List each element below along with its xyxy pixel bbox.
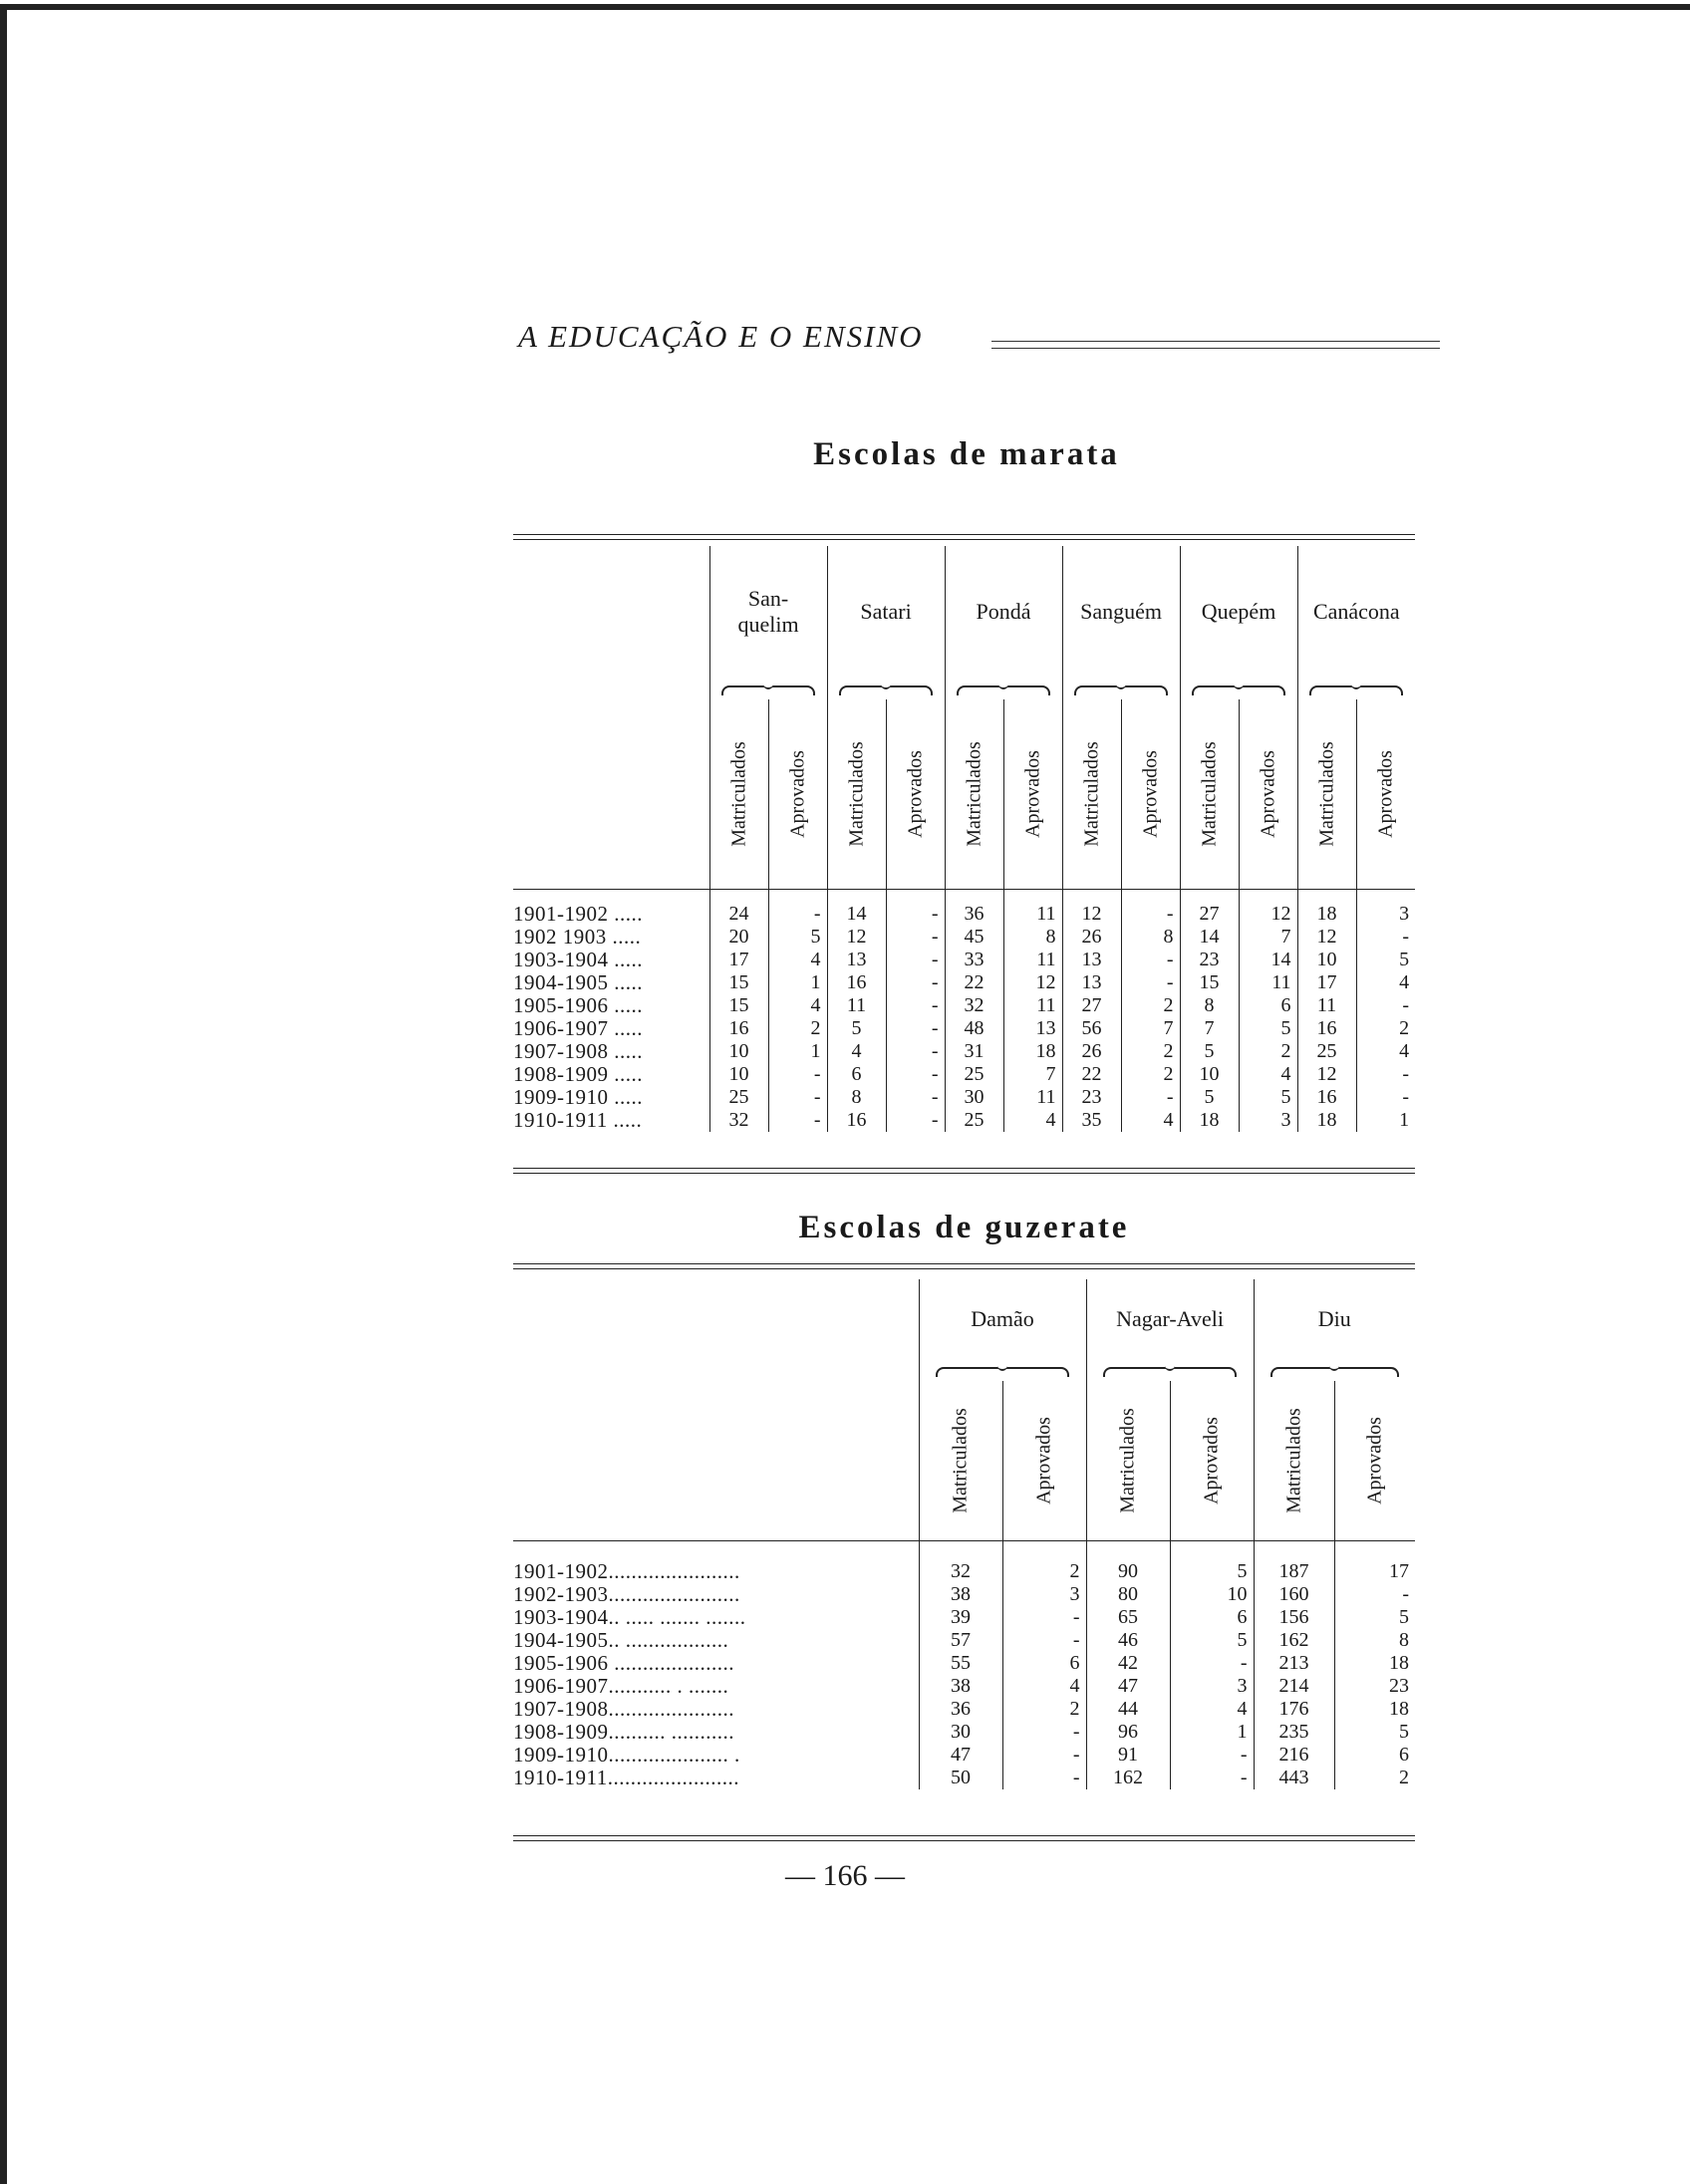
- matriculados-cell: 5: [1180, 1040, 1239, 1063]
- aprovados-cell: -: [1121, 949, 1180, 971]
- group-header: Nagar-Aveli: [1086, 1279, 1254, 1359]
- aprovados-cell: 2: [1334, 1767, 1415, 1789]
- table-row: [513, 1767, 1415, 1789]
- page-top-edge: [0, 4, 1690, 10]
- aprovados-header: [1239, 699, 1297, 889]
- table-row: [513, 1606, 1415, 1629]
- matriculados-cell: 8: [827, 1086, 886, 1109]
- aprovados-cell: 4: [1170, 1698, 1254, 1721]
- matriculados-cell: 16: [1297, 1086, 1356, 1109]
- matriculados-cell: 32: [945, 994, 1003, 1017]
- matriculados-cell: 39: [919, 1606, 1002, 1629]
- marata-title: Escolas de marata: [813, 436, 1120, 472]
- page-left-edge: [0, 4, 7, 2184]
- matriculados-cell: 13: [1062, 949, 1121, 971]
- matriculados-cell: 10: [1180, 1063, 1239, 1086]
- guzerate-spacer: [513, 1540, 1415, 1560]
- matriculados-header: [1297, 699, 1356, 889]
- aprovados-cell: -: [886, 1017, 945, 1040]
- matriculados-cell: 187: [1254, 1560, 1334, 1583]
- aprovados-cell: 2: [1121, 1063, 1180, 1086]
- matriculados-cell: 20: [709, 926, 768, 949]
- aprovados-cell: 5: [768, 926, 827, 949]
- aprovados-cell: -: [1170, 1652, 1254, 1675]
- matriculados-cell: 57: [919, 1629, 1002, 1652]
- matriculados-cell: 160: [1254, 1583, 1334, 1606]
- aprovados-cell: -: [1002, 1767, 1086, 1789]
- matriculados-cell: 17: [709, 949, 768, 971]
- year-label: 1904-1905.. ..................: [513, 1629, 729, 1652]
- aprovados-header: [1121, 699, 1180, 889]
- aprovados-cell: -: [1170, 1767, 1254, 1789]
- matriculados-cell: 18: [1297, 903, 1356, 926]
- aprovados-header: [1356, 699, 1415, 889]
- matriculados-cell: 213: [1254, 1652, 1334, 1675]
- guzerate-table: [513, 1279, 1415, 1789]
- subheader-label: Aprovados: [786, 749, 808, 838]
- year-label: 1910-1911 .....: [513, 1109, 643, 1132]
- year-label: 1904-1905 .....: [513, 971, 643, 994]
- aprovados-cell: 12: [1003, 971, 1062, 994]
- group-header: Canácona: [1297, 546, 1415, 678]
- matriculados-cell: 91: [1086, 1744, 1170, 1767]
- matriculados-cell: 31: [945, 1040, 1003, 1063]
- aprovados-cell: 2: [1002, 1698, 1086, 1721]
- matriculados-cell: 10: [1297, 949, 1356, 971]
- aprovados-cell: 1: [768, 1040, 827, 1063]
- matriculados-cell: 162: [1086, 1767, 1170, 1789]
- aprovados-cell: 4: [1356, 971, 1415, 994]
- aprovados-cell: 7: [1121, 1017, 1180, 1040]
- subheader-label: Aprovados: [1374, 749, 1397, 838]
- table-row: [513, 1721, 1415, 1744]
- table-row: [513, 1017, 1415, 1040]
- aprovados-cell: 4: [1239, 1063, 1297, 1086]
- aprovados-cell: -: [1121, 903, 1180, 926]
- matriculados-cell: 56: [1062, 1017, 1121, 1040]
- table-row: [513, 1629, 1415, 1652]
- year-label: 1910-1911.......................: [513, 1767, 739, 1789]
- aprovados-cell: -: [1002, 1721, 1086, 1744]
- aprovados-cell: 17: [1334, 1560, 1415, 1583]
- matriculados-cell: 36: [919, 1698, 1002, 1721]
- matriculados-cell: 10: [709, 1063, 768, 1086]
- aprovados-cell: 5: [1334, 1606, 1415, 1629]
- aprovados-cell: -: [1356, 1086, 1415, 1109]
- subheader-label: Matriculados: [727, 740, 749, 847]
- marata-group-header-row: [513, 546, 1415, 678]
- matriculados-cell: 5: [827, 1017, 886, 1040]
- matriculados-cell: 32: [919, 1560, 1002, 1583]
- page-number: — 166 —: [785, 1859, 905, 1892]
- matriculados-cell: 12: [827, 926, 886, 949]
- matriculados-cell: 46: [1086, 1629, 1170, 1652]
- aprovados-cell: -: [886, 903, 945, 926]
- matriculados-cell: 38: [919, 1675, 1002, 1698]
- matriculados-header: [1180, 699, 1239, 889]
- subheader-label: Matriculados: [1198, 740, 1221, 847]
- subheader-label: Matriculados: [1315, 740, 1338, 847]
- aprovados-cell: 5: [1170, 1560, 1254, 1583]
- matriculados-cell: 13: [1062, 971, 1121, 994]
- aprovados-cell: 6: [1334, 1744, 1415, 1767]
- matriculados-header: [1254, 1381, 1334, 1540]
- aprovados-header: [768, 699, 827, 889]
- matriculados-header: [1062, 699, 1121, 889]
- running-title: A EDUCAÇÃO E O ENSINO: [518, 319, 924, 354]
- aprovados-cell: 8: [1121, 926, 1180, 949]
- matriculados-cell: 25: [709, 1086, 768, 1109]
- aprovados-cell: -: [886, 1109, 945, 1132]
- aprovados-cell: 13: [1003, 1017, 1062, 1040]
- marata-brace-row: [513, 678, 1415, 699]
- subheader-label: Aprovados: [904, 749, 927, 838]
- group-brace: [1086, 1359, 1254, 1381]
- matriculados-cell: 80: [1086, 1583, 1170, 1606]
- aprovados-cell: 2: [1121, 994, 1180, 1017]
- matriculados-cell: 14: [1180, 926, 1239, 949]
- table-row: [513, 1109, 1415, 1132]
- matriculados-cell: 65: [1086, 1606, 1170, 1629]
- aprovados-cell: 5: [1239, 1017, 1297, 1040]
- aprovados-cell: 7: [1239, 926, 1297, 949]
- marata-spacer: [513, 889, 1415, 903]
- matriculados-cell: 55: [919, 1652, 1002, 1675]
- table-row: [513, 926, 1415, 949]
- aprovados-cell: 5: [1239, 1086, 1297, 1109]
- table-row: [513, 1652, 1415, 1675]
- matriculados-cell: 156: [1254, 1606, 1334, 1629]
- aprovados-cell: 1: [768, 971, 827, 994]
- aprovados-cell: 11: [1003, 903, 1062, 926]
- aprovados-cell: 4: [1121, 1109, 1180, 1132]
- group-brace: [1297, 678, 1415, 699]
- aprovados-cell: 2: [1002, 1560, 1086, 1583]
- matriculados-cell: 50: [919, 1767, 1002, 1789]
- aprovados-cell: -: [1356, 1063, 1415, 1086]
- aprovados-cell: 23: [1334, 1675, 1415, 1698]
- matriculados-cell: 33: [945, 949, 1003, 971]
- aprovados-header: [1334, 1381, 1415, 1540]
- guzerate-top-rule: [513, 1263, 1415, 1269]
- aprovados-cell: 10: [1170, 1583, 1254, 1606]
- aprovados-cell: 5: [1170, 1629, 1254, 1652]
- table-row: [513, 1698, 1415, 1721]
- table-row: [513, 1063, 1415, 1086]
- year-label: 1907-1908......................: [513, 1698, 734, 1721]
- year-label: 1909-1910 .....: [513, 1086, 643, 1109]
- year-label: 1903-1904.. ..... ....... .......: [513, 1606, 746, 1629]
- subheader-label: Aprovados: [1139, 749, 1162, 838]
- running-head-rule: [991, 341, 1440, 349]
- aprovados-cell: -: [1002, 1744, 1086, 1767]
- aprovados-cell: -: [1002, 1606, 1086, 1629]
- matriculados-cell: 23: [1180, 949, 1239, 971]
- aprovados-cell: 3: [1239, 1109, 1297, 1132]
- aprovados-cell: 6: [1002, 1652, 1086, 1675]
- aprovados-cell: 6: [1170, 1606, 1254, 1629]
- matriculados-header: [945, 699, 1003, 889]
- matriculados-cell: 96: [1086, 1721, 1170, 1744]
- year-label: 1902-1903.......................: [513, 1583, 740, 1606]
- year-label: 1903-1904 .....: [513, 949, 643, 971]
- matriculados-cell: 16: [709, 1017, 768, 1040]
- aprovados-cell: 4: [1002, 1675, 1086, 1698]
- subheader-label: Aprovados: [1021, 749, 1044, 838]
- matriculados-cell: 12: [1297, 926, 1356, 949]
- aprovados-cell: 11: [1239, 971, 1297, 994]
- aprovados-cell: 8: [1334, 1629, 1415, 1652]
- matriculados-cell: 10: [709, 1040, 768, 1063]
- matriculados-cell: 25: [945, 1063, 1003, 1086]
- matriculados-cell: 18: [1297, 1109, 1356, 1132]
- year-label: 1905-1906 .....: [513, 994, 643, 1017]
- aprovados-cell: 2: [1239, 1040, 1297, 1063]
- aprovados-cell: 3: [1002, 1583, 1086, 1606]
- matriculados-cell: 22: [945, 971, 1003, 994]
- matriculados-header: [827, 699, 886, 889]
- matriculados-cell: 26: [1062, 1040, 1121, 1063]
- aprovados-cell: 4: [1356, 1040, 1415, 1063]
- aprovados-cell: -: [1121, 971, 1180, 994]
- group-header: San- quelim: [709, 546, 827, 678]
- matriculados-cell: 22: [1062, 1063, 1121, 1086]
- year-label: 1908-1909.......... ...........: [513, 1721, 734, 1744]
- matriculados-cell: 4: [827, 1040, 886, 1063]
- matriculados-cell: 25: [945, 1109, 1003, 1132]
- matriculados-cell: 36: [945, 903, 1003, 926]
- group-header: Satari: [827, 546, 945, 678]
- matriculados-cell: 235: [1254, 1721, 1334, 1744]
- matriculados-cell: 16: [827, 971, 886, 994]
- aprovados-cell: 12: [1239, 903, 1297, 926]
- aprovados-cell: 1: [1356, 1109, 1415, 1132]
- marata-subheader-row: [513, 699, 1415, 889]
- marata-top-rule: [513, 534, 1415, 540]
- guzerate-group-header-row: [513, 1279, 1415, 1359]
- subheader-label: Matriculados: [1080, 740, 1103, 847]
- matriculados-cell: 30: [919, 1721, 1002, 1744]
- aprovados-cell: 18: [1334, 1698, 1415, 1721]
- matriculados-cell: 47: [919, 1744, 1002, 1767]
- matriculados-header: [919, 1381, 1002, 1540]
- table-row: [513, 1744, 1415, 1767]
- year-label: 1906-1907 .....: [513, 1017, 643, 1040]
- group-header: Damão: [919, 1279, 1086, 1359]
- matriculados-cell: 176: [1254, 1698, 1334, 1721]
- aprovados-cell: -: [768, 1063, 827, 1086]
- matriculados-cell: 12: [1297, 1063, 1356, 1086]
- aprovados-cell: 18: [1003, 1040, 1062, 1063]
- aprovados-cell: 5: [1356, 949, 1415, 971]
- aprovados-header: [1002, 1381, 1086, 1540]
- matriculados-cell: 16: [827, 1109, 886, 1132]
- aprovados-cell: 7: [1003, 1063, 1062, 1086]
- matriculados-cell: 15: [1180, 971, 1239, 994]
- group-brace: [1180, 678, 1297, 699]
- table-row: [513, 994, 1415, 1017]
- matriculados-cell: 45: [945, 926, 1003, 949]
- aprovados-cell: -: [1002, 1629, 1086, 1652]
- matriculados-cell: 8: [1180, 994, 1239, 1017]
- subheader-label: Aprovados: [1257, 749, 1279, 838]
- group-brace: [827, 678, 945, 699]
- aprovados-cell: -: [1356, 926, 1415, 949]
- matriculados-cell: 6: [827, 1063, 886, 1086]
- aprovados-cell: 6: [1239, 994, 1297, 1017]
- guzerate-title: Escolas de guzerate: [798, 1210, 1130, 1245]
- matriculados-cell: 30: [945, 1086, 1003, 1109]
- matriculados-cell: 11: [827, 994, 886, 1017]
- aprovados-cell: -: [886, 926, 945, 949]
- group-brace: [919, 1359, 1086, 1381]
- matriculados-cell: 23: [1062, 1086, 1121, 1109]
- aprovados-cell: 3: [1356, 903, 1415, 926]
- aprovados-cell: 2: [768, 1017, 827, 1040]
- matriculados-cell: 162: [1254, 1629, 1334, 1652]
- aprovados-cell: 4: [768, 949, 827, 971]
- aprovados-cell: 5: [1334, 1721, 1415, 1744]
- guzerate-subheader-row: [513, 1381, 1415, 1540]
- table-row: [513, 1086, 1415, 1109]
- aprovados-cell: 3: [1170, 1675, 1254, 1698]
- subheader-label: Matriculados: [845, 740, 868, 847]
- matriculados-cell: 44: [1086, 1698, 1170, 1721]
- aprovados-cell: -: [1356, 994, 1415, 1017]
- subheader-label: Matriculados: [963, 740, 986, 847]
- aprovados-cell: -: [768, 1086, 827, 1109]
- aprovados-cell: 8: [1003, 926, 1062, 949]
- subheader-label: Aprovados: [1032, 1416, 1055, 1504]
- year-label: 1909-1910..................... .: [513, 1744, 740, 1767]
- matriculados-header: [709, 699, 768, 889]
- matriculados-cell: 26: [1062, 926, 1121, 949]
- year-label: 1908-1909 .....: [513, 1063, 643, 1086]
- running-head: [518, 319, 1415, 369]
- table-row: [513, 1583, 1415, 1606]
- year-label: 1901-1902.......................: [513, 1560, 740, 1583]
- aprovados-cell: 14: [1239, 949, 1297, 971]
- aprovados-cell: -: [768, 903, 827, 926]
- matriculados-cell: 11: [1297, 994, 1356, 1017]
- group-header: Pondá: [945, 546, 1062, 678]
- table-row: [513, 949, 1415, 971]
- group-brace: [945, 678, 1062, 699]
- aprovados-header: [886, 699, 945, 889]
- table-row: [513, 971, 1415, 994]
- aprovados-cell: -: [768, 1109, 827, 1132]
- aprovados-cell: -: [886, 1086, 945, 1109]
- matriculados-cell: 214: [1254, 1675, 1334, 1698]
- matriculados-cell: 216: [1254, 1744, 1334, 1767]
- matriculados-cell: 24: [709, 903, 768, 926]
- matriculados-cell: 7: [1180, 1017, 1239, 1040]
- table-row: [513, 903, 1415, 926]
- aprovados-cell: 11: [1003, 994, 1062, 1017]
- guzerate-brace-row: [513, 1359, 1415, 1381]
- matriculados-cell: 12: [1062, 903, 1121, 926]
- group-header: Diu: [1254, 1279, 1415, 1359]
- matriculados-cell: 27: [1062, 994, 1121, 1017]
- aprovados-cell: -: [1334, 1583, 1415, 1606]
- group-header: Quepém: [1180, 546, 1297, 678]
- aprovados-cell: 11: [1003, 1086, 1062, 1109]
- matriculados-cell: 15: [709, 994, 768, 1017]
- aprovados-cell: -: [886, 949, 945, 971]
- year-label: 1905-1906 .....................: [513, 1652, 734, 1675]
- aprovados-cell: 1: [1170, 1721, 1254, 1744]
- aprovados-cell: -: [886, 971, 945, 994]
- aprovados-cell: 4: [768, 994, 827, 1017]
- matriculados-cell: 27: [1180, 903, 1239, 926]
- matriculados-cell: 443: [1254, 1767, 1334, 1789]
- aprovados-header: [1170, 1381, 1254, 1540]
- matriculados-cell: 18: [1180, 1109, 1239, 1132]
- aprovados-cell: 2: [1356, 1017, 1415, 1040]
- matriculados-cell: 14: [827, 903, 886, 926]
- marata-table: [513, 546, 1415, 1132]
- year-label: 1901-1902 .....: [513, 903, 643, 926]
- aprovados-cell: -: [1121, 1086, 1180, 1109]
- matriculados-cell: 16: [1297, 1017, 1356, 1040]
- matriculados-cell: 90: [1086, 1560, 1170, 1583]
- subheader-label: Matriculados: [1116, 1407, 1139, 1513]
- matriculados-cell: 25: [1297, 1040, 1356, 1063]
- guzerate-bottom-rule: [513, 1835, 1415, 1841]
- year-label: 1902 1903 .....: [513, 926, 642, 949]
- matriculados-cell: 17: [1297, 971, 1356, 994]
- marata-bottom-rule: [513, 1168, 1415, 1174]
- aprovados-cell: 11: [1003, 949, 1062, 971]
- aprovados-cell: 18: [1334, 1652, 1415, 1675]
- year-label: 1907-1908 .....: [513, 1040, 643, 1063]
- matriculados-cell: 5: [1180, 1086, 1239, 1109]
- table-row: [513, 1560, 1415, 1583]
- matriculados-cell: 38: [919, 1583, 1002, 1606]
- subheader-label: Aprovados: [1200, 1416, 1223, 1504]
- table-row: [513, 1675, 1415, 1698]
- matriculados-cell: 15: [709, 971, 768, 994]
- group-brace: [709, 678, 827, 699]
- aprovados-cell: -: [1170, 1744, 1254, 1767]
- aprovados-header: [1003, 699, 1062, 889]
- aprovados-cell: -: [886, 1040, 945, 1063]
- matriculados-cell: 35: [1062, 1109, 1121, 1132]
- aprovados-cell: -: [886, 1063, 945, 1086]
- matriculados-cell: 13: [827, 949, 886, 971]
- group-brace: [1254, 1359, 1415, 1381]
- subheader-label: Matriculados: [949, 1407, 972, 1513]
- matriculados-cell: 42: [1086, 1652, 1170, 1675]
- group-header: Sanguém: [1062, 546, 1180, 678]
- table-row: [513, 1040, 1415, 1063]
- aprovados-cell: 4: [1003, 1109, 1062, 1132]
- matriculados-cell: 48: [945, 1017, 1003, 1040]
- subheader-label: Aprovados: [1363, 1416, 1386, 1504]
- aprovados-cell: -: [886, 994, 945, 1017]
- matriculados-header: [1086, 1381, 1170, 1540]
- matriculados-cell: 32: [709, 1109, 768, 1132]
- year-label: 1906-1907........... . .......: [513, 1675, 729, 1698]
- matriculados-cell: 47: [1086, 1675, 1170, 1698]
- group-brace: [1062, 678, 1180, 699]
- subheader-label: Matriculados: [1282, 1407, 1304, 1513]
- aprovados-cell: 2: [1121, 1040, 1180, 1063]
